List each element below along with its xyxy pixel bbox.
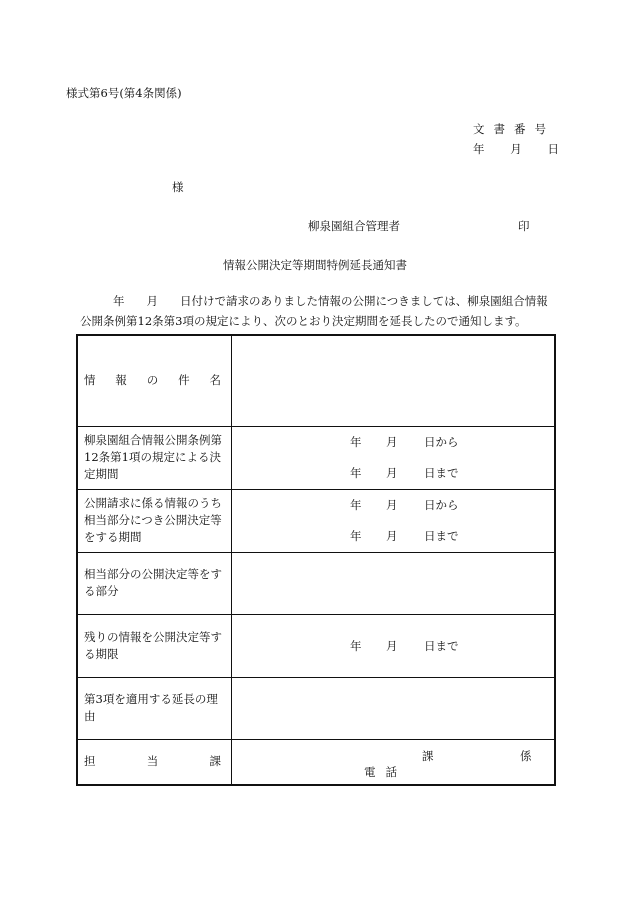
row-value-partial-period[interactable]: 年 月 日から 年 月 日まで [232, 489, 556, 552]
row-label-partial-period: 公開請求に係る情報のうち相当部分につき公開決定等をする期間 [77, 489, 232, 552]
table-row [77, 552, 555, 614]
body-month: 月 [146, 294, 158, 308]
table-row [77, 426, 555, 489]
document-number-label: 文書番号 [473, 122, 555, 136]
row-label-partial-part: 相当部分の公開決定等をする部分 [77, 552, 232, 614]
header-date [473, 141, 559, 157]
sender: 柳泉園組合管理者 [308, 219, 400, 233]
row-label-decision-period: 柳泉園組合情報公開条例第12条第1項の規定による決定期間 [77, 426, 232, 489]
seal-mark: 印 [518, 219, 530, 233]
notice-table [76, 334, 556, 786]
row-value-department[interactable] [232, 739, 556, 785]
notice-body [80, 291, 555, 331]
row-label-extension-reason: 第3項を適用する延長の理由 [77, 677, 232, 739]
date-year: 年 [473, 142, 485, 156]
table-row [77, 335, 555, 426]
row-label-subject [77, 335, 232, 426]
row-value-partial-part[interactable] [232, 552, 556, 614]
addressee: 様 [172, 180, 184, 194]
row-value-extension-reason[interactable] [232, 677, 556, 739]
document-title: 情報公開決定等期間特例延長通知書 [223, 258, 407, 272]
date-month: 月 [510, 142, 522, 156]
row-label-subject-text: 情 報 の 件 名 [84, 373, 221, 388]
form-number: 様式第6号(第4条関係) [66, 86, 182, 100]
table-row [77, 677, 555, 739]
table-row [77, 614, 555, 677]
dept-phone-label: 電話 [364, 764, 407, 779]
row-value-remaining-deadline[interactable]: 年 月 日まで [232, 614, 556, 677]
row-label-department [77, 739, 232, 785]
table-row [77, 489, 555, 552]
row-label-department-text: 担 当 課 [84, 754, 221, 768]
dept-subsection-label: 係 [520, 748, 532, 763]
body-text: 日付けで請求のありました情報の公開につきましては、柳泉園組合情報公開条例第12条第3項の規定により、次のとおり決定期間を延長したので通知します。 [80, 294, 548, 328]
row-value-decision-period[interactable]: 年 月 日から 年 月 日まで [232, 426, 556, 489]
date-day: 日 [547, 142, 559, 156]
row-label-remaining-deadline: 残りの情報を公開決定等する期限 [77, 614, 232, 677]
body-year: 年 [113, 294, 125, 308]
table-row [77, 739, 555, 785]
dept-section-label: 課 [422, 748, 434, 763]
row-value-subject[interactable] [232, 335, 556, 426]
